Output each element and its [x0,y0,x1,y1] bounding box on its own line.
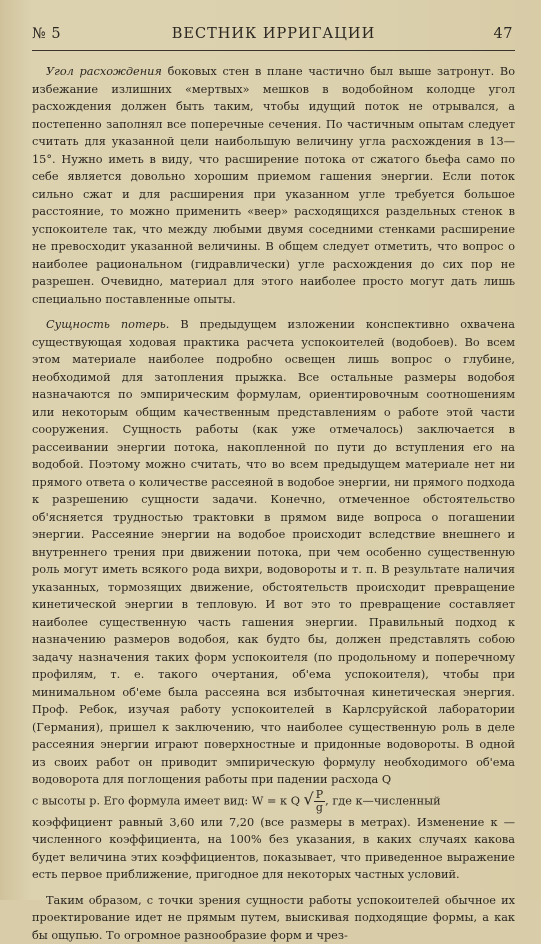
journal-title: ВЕСТНИК ИРРИГАЦИИ [32,26,515,42]
formula-fraction [314,789,325,814]
paragraph-essence-of-losses [32,316,515,789]
paragraph-text: В предыдущем изложении конспективно охвачена существующая ходовая практика расчета успокоителей (водобоев). Во всем этом материале наиболее подробно освещен лишь вопрос о глубине, необходимой для затопления прыжка. Все остальные размеры водобоя назначаются по эмпирическим формулам, ориентировочным соотношениям или некоторым общим качественным представлениям о работе этой части сооружения. Сущность работы (как уже отмечалось) заключается в рассеивании энергии потока, накопленной по пути до вступления его на водобой. Поэтому можно считать, что во всем предыдущем материале нет ни прямого ответа о количестве рассеяной в водобое энергии, ни прямого подхода к разрешению сущности задачи. Конечно, отмеченное обстоятельство об'ясняется трудностью трактовки в прямом виде вопроса о погашении энергии. Рассеяние энергии на водобое происходит вследствие внешнего и внутреннего трения при движении потока, при чем особенно существенную роль могут иметь всякого рода вихри, водовороты и т. п. В результате наличия указанных, тормозящих движение, обстоятельств происходит превращение кинетической энергии в тепловую. И вот это то превращение составляет наиболее существенную часть гашения энергии. Правильный подход к назначению размеров водобоя, как будто бы, должен представлять собою задачу назначения таких форм успокоителя (по продольному и поперечному профилям, т. е. такого очертания, об'ема успокоителя), чтобы при минимальном об'еме была рассеяна вся избыточная кинетическая энергия. Проф. Ребок, изучая работу успокоителей в Карлсруйской лаборатории (Германия), пришел к заключению, что наиболее существенную роль в деле рассеяния энергии играют поверхностные и придонные водовороты. В одной из своих работ он приводит эмпирическую формулу необходимого об'ема водоворота для поглощения работы при падении расхода Q [32,318,515,786]
formula-prefix: с высоты p. Его формула имеет вид: W = к Q [32,794,304,807]
formula-line [32,789,515,814]
fraction-denominator: g [314,802,325,814]
formula-suffix: , где к—численный [325,794,440,807]
fraction-numerator: P [314,789,325,802]
paragraph-divergence-angle [32,63,515,308]
paragraph-coefficient [32,814,515,884]
paragraph-text: боковых стен в плане частично был выше затронут. Во избежание излишних «мертвых» мешков в водобойном колодце угол расхождения должен быть таким, чтобы идущий поток не отрывался, а постепенно заполнял все поперечные сечения. По частичным опытам следует считать для указанной цели наибольшую величину угла расхождения в 13—15°. Нужно иметь в виду, что расширение потока от сжатого бьефа само по себе является довольно хорошим приемом гашения энергии. Если поток сильно сжат и для расширения при указанном угле требуется большое расстояние, то можно применить «веер» расходящихся раздельных стенок в успокоителе так, что между любыми двумя соседними стенками расширение не превосходит указанной величины. В общем следует отметить, что вопрос о наиболее рациональном (гидравлически) угле расхождения до сих пор не разрешен. Очевидно, материал для этого наиболее просто могут дать лишь специально поставленные опыты. [32,65,515,306]
paragraph-heading: Угол расхождения [46,65,162,78]
page-header [32,24,515,51]
paragraph-conclusion [32,892,515,944]
article-body [32,63,515,944]
page-number: 47 [494,26,513,42]
issue-number: № 5 [32,26,61,42]
sqrt-symbol: √ [304,789,314,808]
paragraph-text: Таким образом, с точки зрения сущности работы успокоителей обычное их проектирование идет не прямым путем, выискивая подходящие формы, а как бы ощупью. То огромное разнообразие форм и чрез- [32,894,515,942]
paragraph-text: коэффициент равный 3,60 или 7,20 (все размеры в метрах). Изменение к — численного коэффициента, на 100% без указания, в каких случаях какова будет величина этих коэффициентов, показывает, что приведенное выражение есть первое приближение, пригодное для некоторых частных условий. [32,816,515,882]
paragraph-heading: Сущность потерь. [46,318,169,331]
